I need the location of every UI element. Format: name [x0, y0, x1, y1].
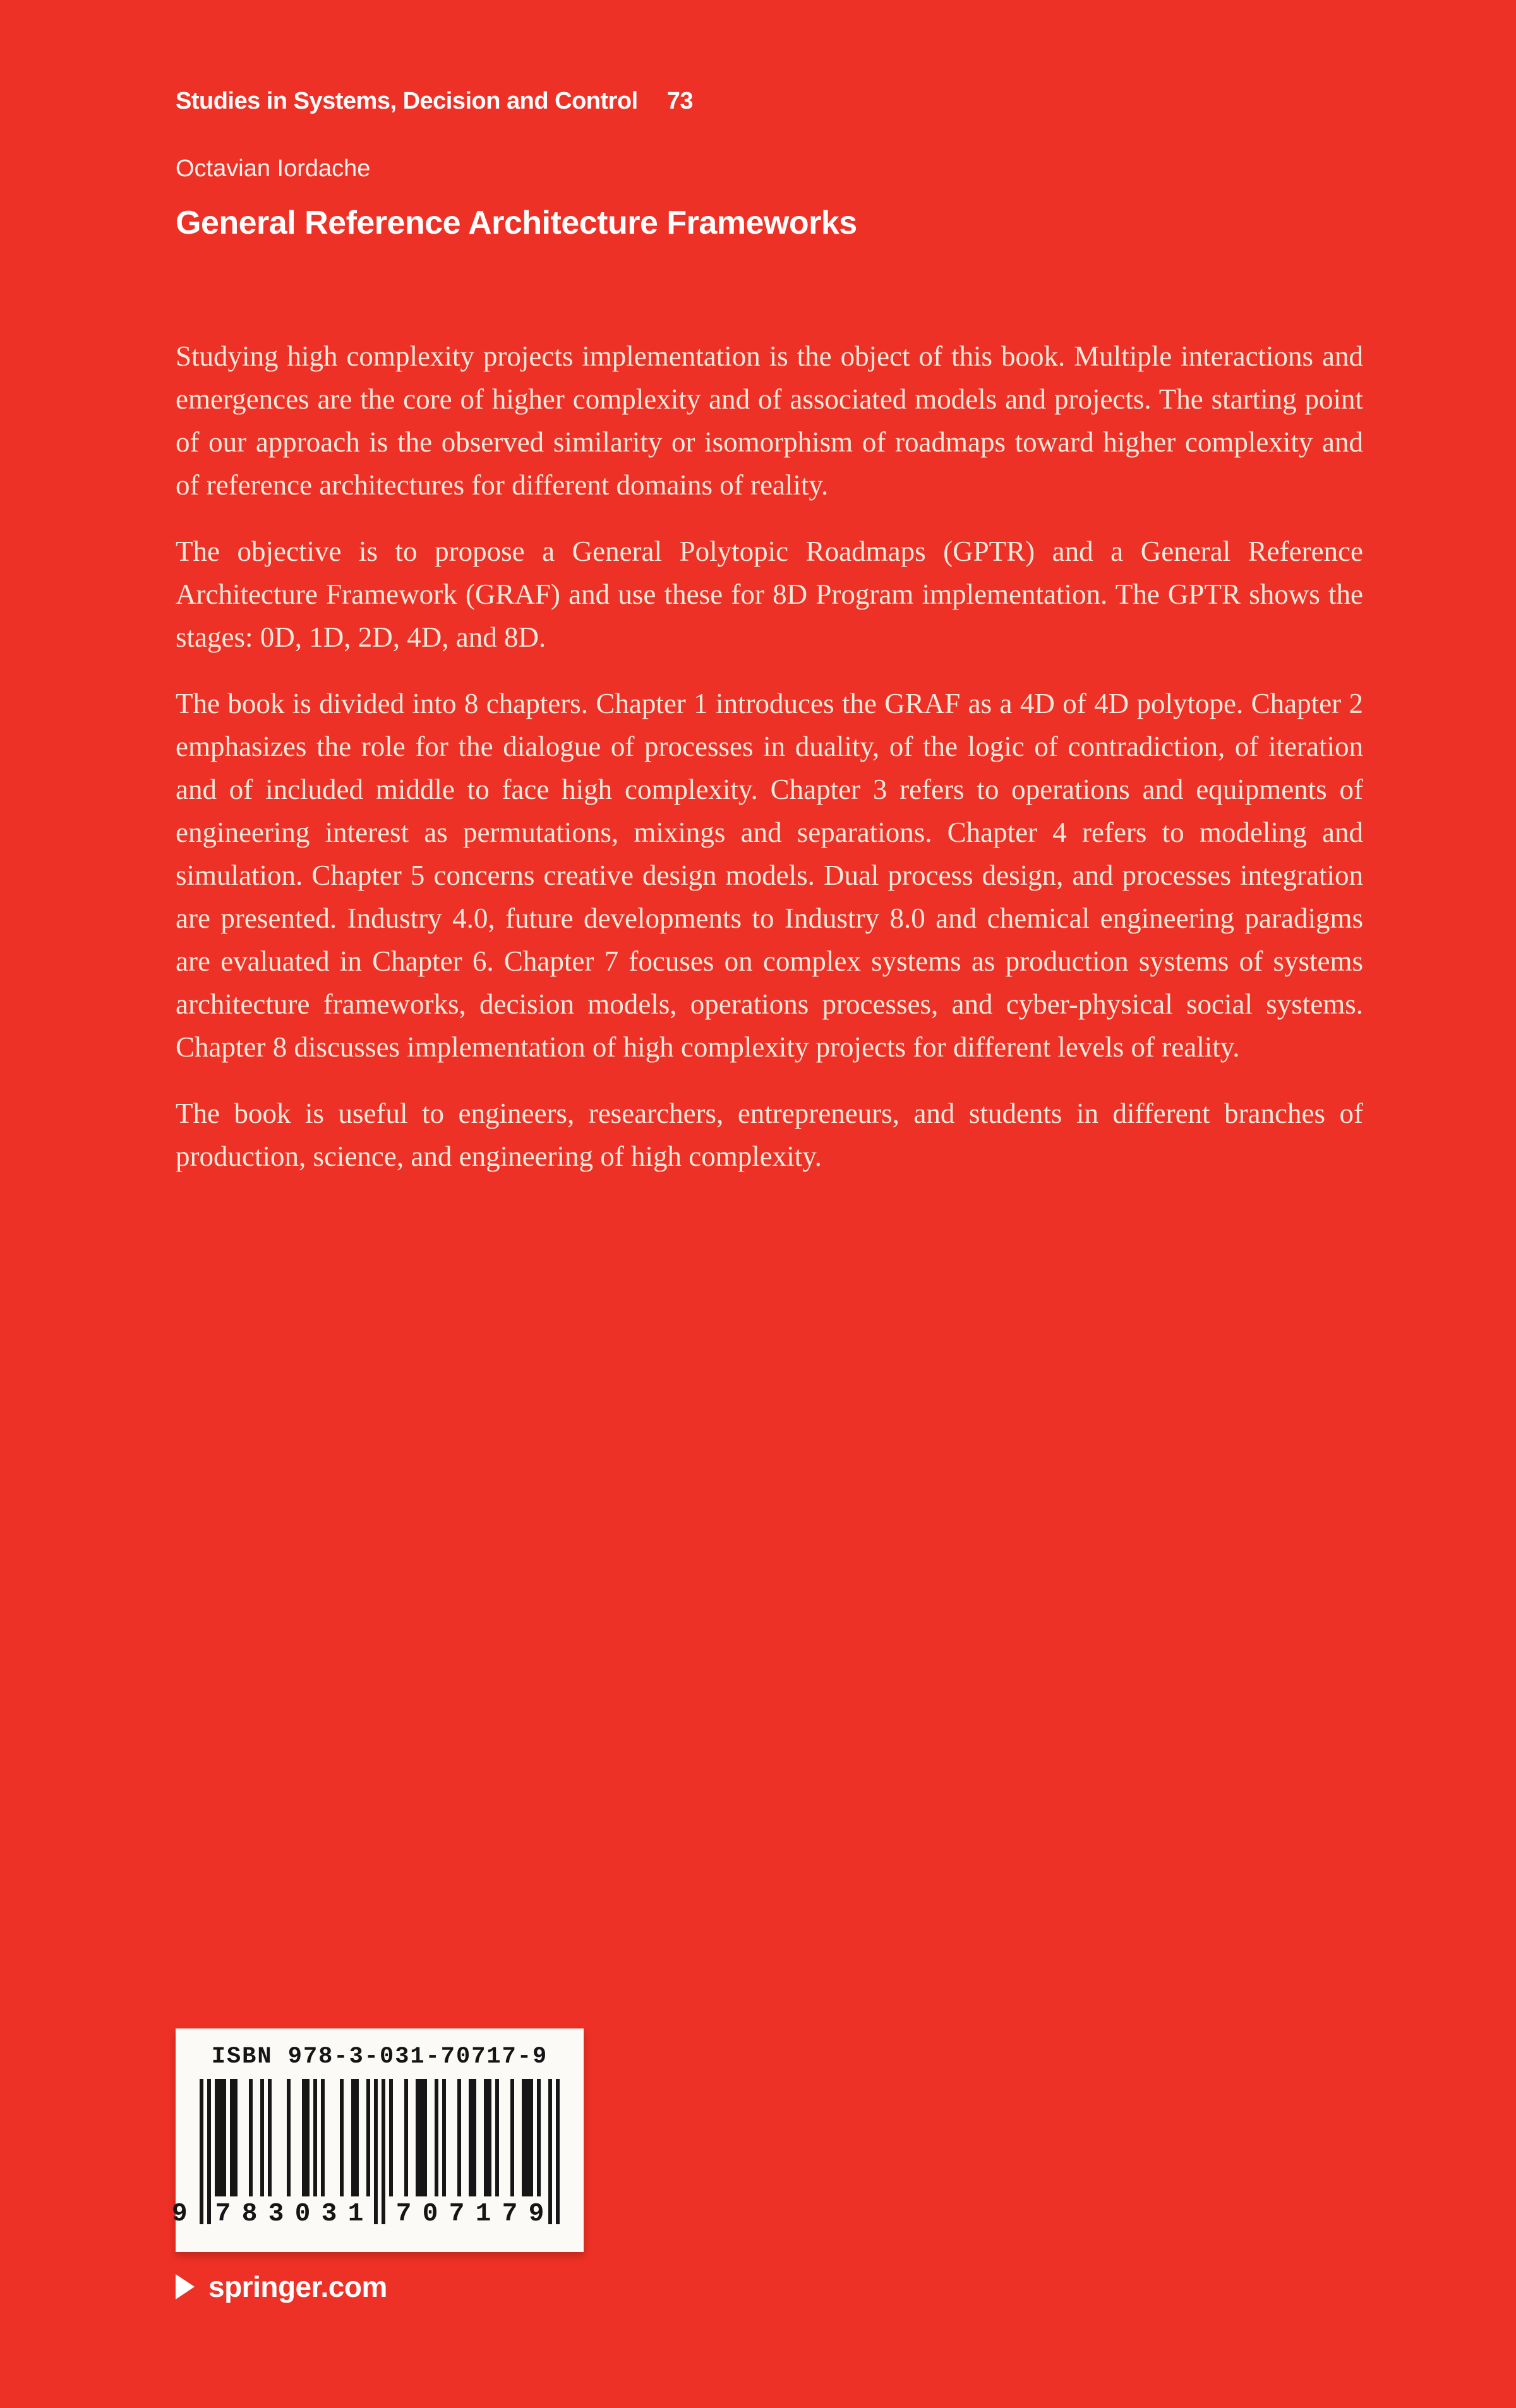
barcode-bar — [548, 2079, 552, 2224]
barcode-digit: 7 — [395, 2200, 412, 2229]
synopsis-paragraph: The book is divided into 8 chapters. Chapter 1 introduces the GRAF as a 4D of 4D polytope. Chapter 2 emphasizes the role for the dialogue of processes in duality, of the logic of contradiction, of iteration and of included middle to face high complexity. Chapter 3 refers to operations and equipments of engineering interest as permutations, mixings and separations. Chapter 4 refers to modeling and simulation. Chapter 5 concerns creative design models. Dual process design, and processes integration are presented. Industry 4.0, future developments to Industry 8.0 and chemical engineering paradigms are evaluated in Chapter 6. Chapter 7 focuses on complex systems as production systems of systems architecture frameworks, decision models, operations processes, and cyber-physical social systems. Chapter 8 discusses implementation of high complexity projects for different levels of reality. — [176, 688, 1363, 1063]
barcode-bar — [382, 2079, 385, 2224]
author-name: Octavian Iordache — [176, 155, 371, 182]
barcode-bar — [442, 2079, 446, 2196]
barcode-digits-right — [390, 2199, 550, 2229]
barcode-digit: 3 — [268, 2200, 284, 2229]
barcode-bar — [200, 2079, 203, 2224]
isbn-label: ISBN 978-3-031-70717-9 — [211, 2044, 548, 2070]
barcode-digit: 3 — [321, 2200, 337, 2229]
barcode-bar — [366, 2079, 370, 2196]
barcode-bar — [249, 2079, 253, 2196]
barcode-bar — [313, 2079, 317, 2196]
publisher-url: springer.com — [208, 2270, 387, 2303]
series-number: 73 — [666, 88, 693, 114]
barcode-digit: 9 — [528, 2200, 544, 2229]
barcode-digit: 1 — [475, 2200, 491, 2229]
barcode-bar — [488, 2079, 491, 2196]
barcode-bar — [340, 2079, 344, 2196]
barcode-bar — [537, 2079, 541, 2196]
series-title: Studies in Systems, Decision and Control — [176, 88, 638, 114]
barcode-bar — [287, 2079, 291, 2196]
isbn-barcode-box — [172, 2028, 584, 2252]
book-title: General Reference Architecture Frameworks — [176, 205, 857, 241]
barcode-digit: 7 — [215, 2200, 231, 2229]
barcode-bar — [355, 2079, 359, 2196]
barcode-bar — [404, 2079, 408, 2196]
barcode-digit: 0 — [422, 2200, 438, 2229]
barcode-bar — [222, 2079, 226, 2196]
barcode-bar — [260, 2079, 264, 2196]
barcode-bar — [268, 2079, 272, 2196]
barcode-bar — [374, 2079, 378, 2224]
cover-text-content — [176, 0, 1363, 1178]
barcode-bar — [321, 2079, 325, 2196]
publisher-footer — [176, 2270, 387, 2304]
barcode-digit: 7 — [448, 2200, 465, 2229]
barcode-lead-digit: 9 — [172, 2200, 188, 2229]
ean13-barcode — [172, 2079, 560, 2229]
springer-arrow-icon — [176, 2274, 195, 2299]
synopsis-paragraph: Studying high complexity projects implementation is the object of this book. Multiple interactions and emergences are the core of higher complexity and of associated models and projects. The starting point of our approach is the observed similarity or isomorphism of roadmaps toward higher complexity and of reference architectures for different domains of reality. — [176, 340, 1363, 501]
barcode-digit: 7 — [502, 2200, 518, 2229]
barcode-bar — [423, 2079, 427, 2196]
barcode-bar — [435, 2079, 438, 2196]
barcode-bar — [556, 2079, 560, 2224]
barcode-bar — [529, 2079, 533, 2196]
barcode-digit: 8 — [241, 2200, 258, 2229]
barcode-bar — [495, 2079, 499, 2196]
synopsis-paragraph: The objective is to propose a General Polytopic Roadmaps (GPTR) and a General Reference Architecture Framework (GRAF) and use these for 8D Program implementation. The GPTR shows the stages: 0D, 1D, 2D, 4D, and 8D. — [176, 536, 1363, 653]
synopsis-paragraph: The book is useful to engineers, researchers, entrepreneurs, and students in different branches of production, science, and engineering of high complexity. — [176, 1098, 1363, 1172]
barcode-bar — [234, 2079, 238, 2196]
barcode-digits-left — [210, 2199, 369, 2229]
series-header — [176, 87, 1363, 115]
synopsis — [176, 335, 1363, 1178]
barcode-bar — [389, 2079, 393, 2196]
barcode-digit: 0 — [294, 2200, 311, 2229]
barcode-bar — [457, 2079, 461, 2196]
barcode-bar — [207, 2079, 211, 2224]
barcode-bar — [306, 2079, 310, 2196]
barcode-bar — [472, 2079, 476, 2196]
barcode-bar — [510, 2079, 514, 2196]
barcode-digit: 1 — [347, 2200, 364, 2229]
